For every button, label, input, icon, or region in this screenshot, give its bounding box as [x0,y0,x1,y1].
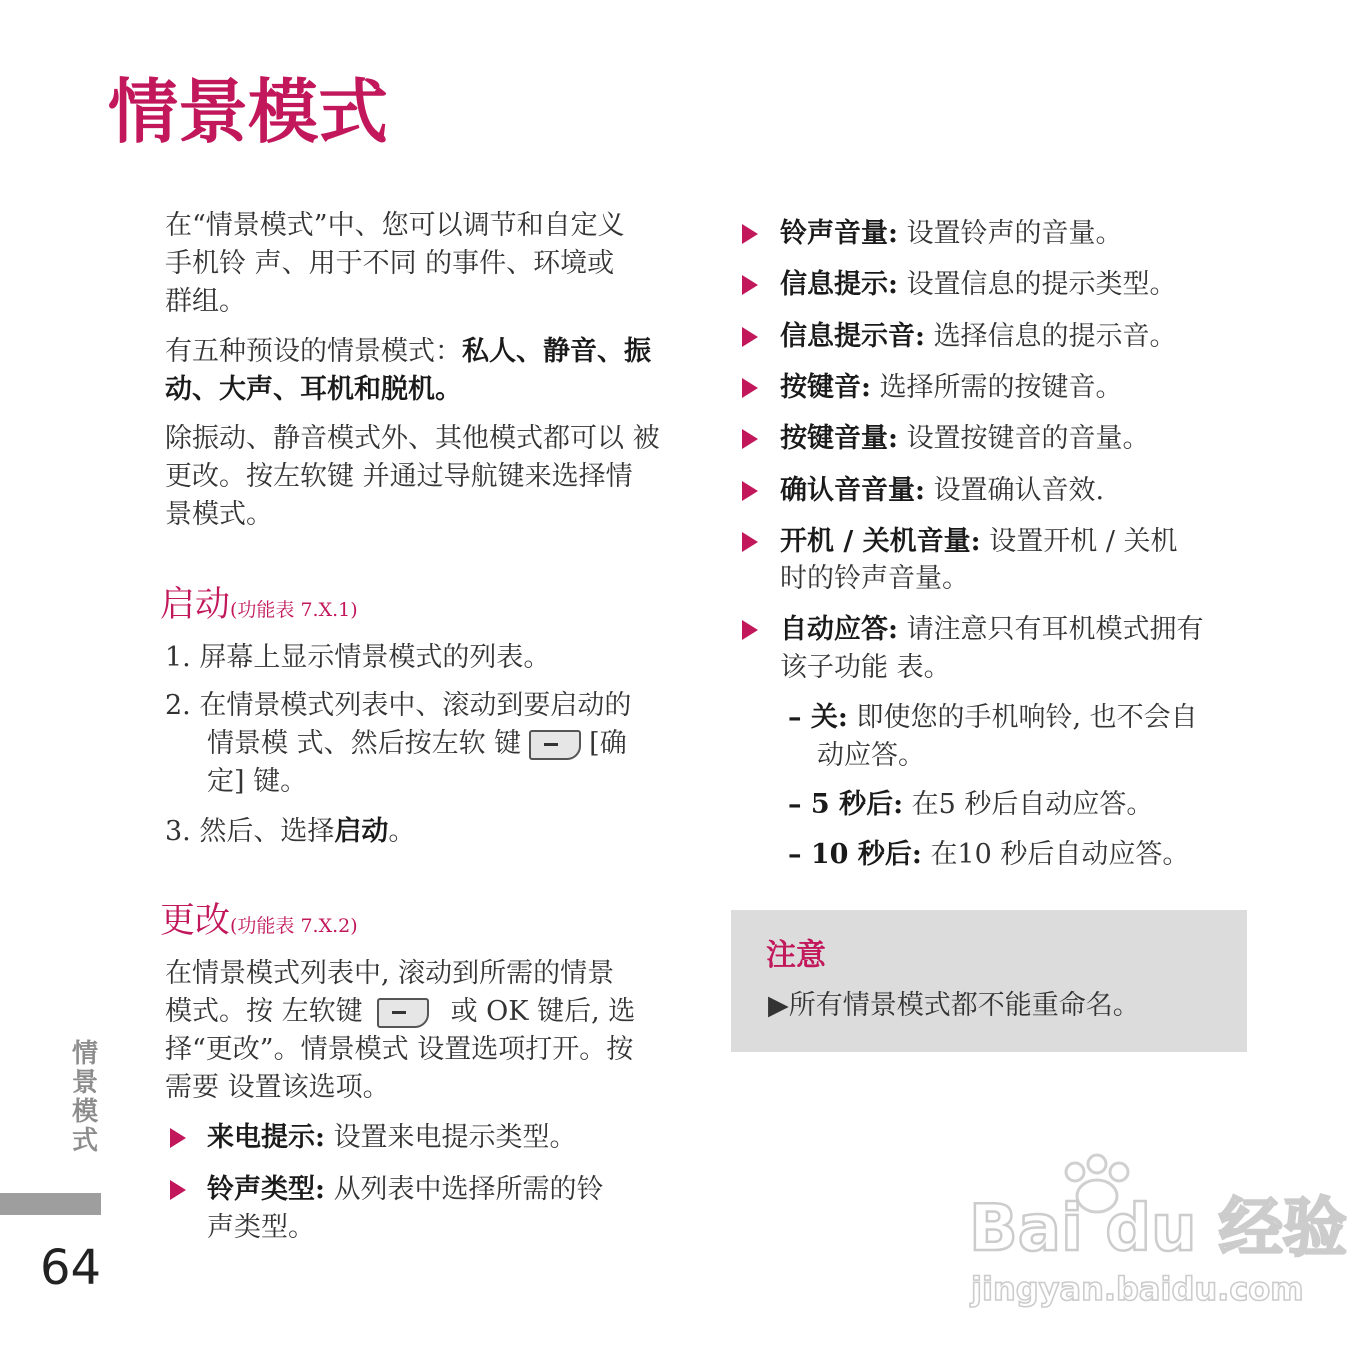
note-text: ▶所有情景模式都不能重命名。 [768,990,1140,1021]
bullet-item [780,319,1177,355]
bullet-text: 设置信息的提示类型。 [906,269,1177,300]
intro-presets-bold: 私人、静音、振 [462,336,651,367]
bullet-text: 选择所需的按键音。 [879,372,1123,403]
step-text: [确 [589,728,627,759]
intro-line: 除振动、静音模式外、其他模式都可以 被 [165,423,660,454]
side-chapter-tab: 情景模式 [72,1039,99,1156]
bullet-label: 信息提示音: [780,321,925,352]
bullet-item [780,612,1204,648]
watermark-brand: Bai du 经验 [969,1192,1347,1266]
bullet-triangle-icon [170,1128,186,1148]
sub-text: 在10 秒后自动应答。 [930,839,1190,870]
sub-cont: 动应答。 [817,740,925,771]
bullet-triangle-icon [742,481,758,501]
bullet-label: 来电提示: [207,1122,325,1153]
sub-item [788,700,1198,736]
sub-label: – 10 秒后: [788,839,922,870]
page-number: 64 [40,1240,102,1296]
bullet-cont: 时的铃声音量。 [780,563,969,594]
bullet-cont: 该子功能 表。 [780,652,951,683]
bullet-label: 按键音量: [780,423,898,454]
bullet-text: 设置确认音效. [933,475,1105,506]
note-box [731,910,1247,1052]
bullet-label: 铃声音量: [780,218,898,249]
bullet-label: 确认音音量: [780,475,925,506]
bullet-item [780,421,1150,457]
bullet-triangle-icon [170,1180,186,1200]
change-line: 在情景模式列表中, 滚动到所需的情景 [165,958,615,989]
bullet-item [780,370,1123,406]
intro-line: 更改。按左软键 并通过导航键来选择情 [165,461,633,492]
bullet-text: 设置来电提示类型。 [333,1122,577,1153]
change-text: 模式。按 左软键 [165,996,363,1027]
page-title: 情景模式 [108,71,388,153]
bullet-label: 自动应答: [780,614,898,645]
bullet-triangle-icon [742,224,758,244]
bullet-cont: 声类型。 [207,1212,315,1243]
sub-text: 在5 秒后自动应答。 [911,789,1154,820]
bullet-text: 设置开机 / 关机 [989,526,1178,557]
side-gray-bar [0,1193,101,1215]
bullet-text: 选择信息的提示音。 [933,321,1177,352]
section-ref: (功能表 7.X.2) [230,915,358,937]
intro-line: 群组。 [165,286,246,317]
bullet-item [207,1172,604,1208]
section-ref: (功能表 7.X.1) [230,599,358,621]
step-item: 2. 在情景模式列表中、滚动到要启动的 [165,690,632,721]
sub-label: – 5 秒后: [788,789,904,820]
step-item [165,814,415,850]
soft-key-icon [529,730,581,760]
step-item-cont: 定] 键。 [207,766,308,797]
bullet-text: 请注意只有耳机模式拥有 [906,614,1204,645]
intro-presets-bold-2: 动、大声、耳机和脱机。 [165,374,462,405]
step-text: 情景模 式、然后按左软 键 [207,728,522,759]
bullet-triangle-icon [742,429,758,449]
change-line: 择“更改”。情景模式 设置选项打开。按 [165,1034,634,1065]
soft-key-icon [377,998,429,1028]
sub-label: – 关: [788,702,848,733]
sub-item [788,787,1153,823]
bullet-item [780,267,1177,303]
bullet-label: 开机 / 关机音量: [780,526,981,557]
bullet-label: 信息提示: [780,269,898,300]
change-line [165,994,635,1030]
intro-line: 景模式。 [165,499,273,530]
section-title: 启动 [160,585,231,625]
step-item: 1. 屏幕上显示情景模式的列表。 [165,642,551,673]
bullet-text: 设置铃声的音量。 [906,218,1123,249]
section-heading-change [160,900,358,947]
note-title: 注意 [766,938,826,973]
bullet-label: 铃声类型: [207,1174,325,1205]
intro-presets-line [165,334,651,370]
bullet-triangle-icon [742,620,758,640]
bullet-label: 按键音: [780,372,871,403]
bullet-item [780,216,1123,252]
sub-text: 即使您的手机响铃, 也不会自 [856,702,1198,733]
change-text: 或 OK 键后, 选 [450,996,636,1027]
bullet-triangle-icon [742,532,758,552]
section-title: 更改 [160,901,231,941]
intro-line: 手机铃 声、用于不同 的事件、环境或 [165,248,615,279]
step-text: 3. 然后、选择 [165,816,335,847]
section-heading-start [160,584,358,631]
step-text: 。 [388,816,416,847]
bullet-triangle-icon [742,327,758,347]
bullet-item [207,1120,577,1156]
bullet-text: 从列表中选择所需的铃 [333,1174,604,1205]
step-item-cont [207,726,627,762]
step-bold: 启动 [334,816,389,847]
change-line: 需要 设置该选项。 [165,1072,390,1103]
bullet-triangle-icon [742,275,758,295]
intro-line: 在“情景模式”中、您可以调节和自定义 [165,210,625,241]
bullet-item [780,473,1104,509]
intro-presets-lead: 有五种预设的情景模式： [165,336,462,367]
sub-item [788,837,1189,873]
watermark-url: jingyan.baidu.com [971,1270,1304,1308]
bullet-triangle-icon [742,378,758,398]
baidu-watermark-logo [965,1150,1347,1320]
bullet-text: 设置按键音的音量。 [906,423,1150,454]
bullet-item [780,524,1178,560]
